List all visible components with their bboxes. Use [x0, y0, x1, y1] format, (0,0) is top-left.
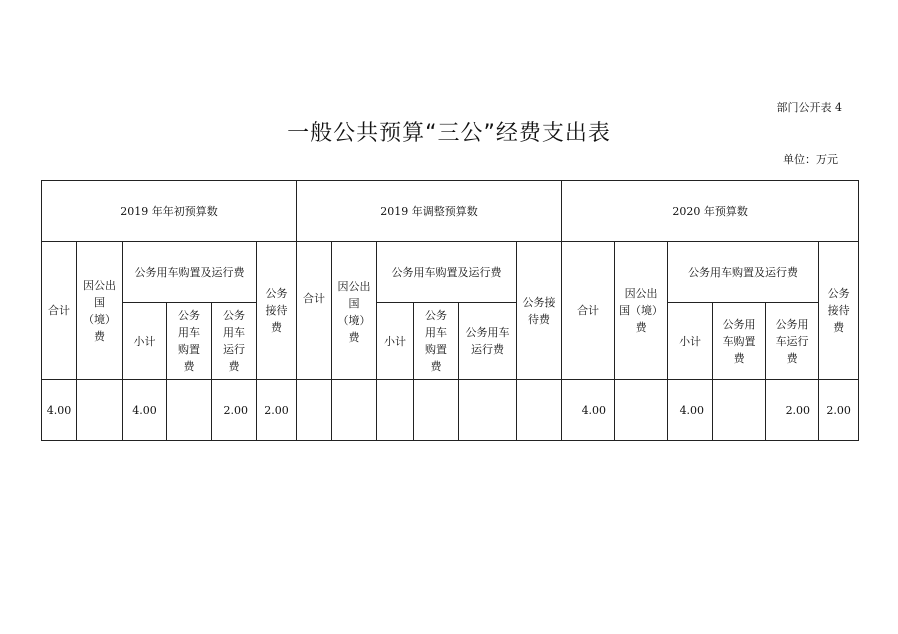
cell-subtotal: 4.00	[668, 380, 713, 441]
three-public-expenses-table	[41, 180, 859, 441]
cell-subtotal: 4.00	[123, 380, 167, 441]
cell-abroad	[332, 380, 377, 441]
year-header-row	[42, 181, 859, 242]
cell-vehicle-purchase	[713, 380, 766, 441]
header-vehicle-operation: 公务 用车 运行 费	[212, 303, 257, 380]
column-header-row-1	[42, 242, 859, 303]
header-abroad: 因公出 国（境） 费	[615, 242, 668, 380]
header-abroad: 因公出 国（境） 费	[77, 242, 123, 380]
header-reception: 公务 接待 费	[257, 242, 297, 380]
header-total: 合计	[42, 242, 77, 380]
cell-vehicle-operation: 2.00	[766, 380, 819, 441]
cell-abroad	[77, 380, 123, 441]
group-header-2019-adjusted: 2019 年调整预算数	[297, 181, 562, 242]
group-header-2020: 2020 年预算数	[562, 181, 859, 242]
header-vehicle-operation: 公务用车 运行费	[459, 303, 517, 380]
column-header-row-2	[42, 303, 859, 380]
cell-vehicle-operation	[459, 380, 517, 441]
header-vehicle-operation: 公务用 车运行 费	[766, 303, 819, 380]
cell-subtotal	[377, 380, 414, 441]
header-vehicle-group: 公务用车购置及运行费	[668, 242, 819, 303]
header-abroad: 因公出 国（境） 费	[332, 242, 377, 380]
header-subtotal: 小计	[668, 303, 713, 380]
table-number-label: 部门公开表 4	[776, 101, 842, 114]
header-vehicle-purchase: 公务 用车 购置 费	[167, 303, 212, 380]
page-title: 一般公共预算“三公”经费支出表	[287, 121, 611, 146]
table-row	[42, 380, 859, 441]
cell-vehicle-operation: 2.00	[212, 380, 257, 441]
header-vehicle-group: 公务用车购置及运行费	[377, 242, 517, 303]
cell-total: 4.00	[562, 380, 615, 441]
unit-label: 单位：万元	[783, 153, 838, 166]
cell-total: 4.00	[42, 380, 77, 441]
header-vehicle-purchase: 公务用 车购置 费	[713, 303, 766, 380]
cell-vehicle-purchase	[167, 380, 212, 441]
header-subtotal: 小计	[123, 303, 167, 380]
cell-vehicle-purchase	[414, 380, 459, 441]
header-reception: 公务接 待费	[517, 242, 562, 380]
header-vehicle-group: 公务用车购置及运行费	[123, 242, 257, 303]
cell-total	[297, 380, 332, 441]
cell-reception: 2.00	[819, 380, 859, 441]
header-vehicle-purchase: 公务 用车 购置 费	[414, 303, 459, 380]
header-subtotal: 小计	[377, 303, 414, 380]
cell-reception	[517, 380, 562, 441]
group-header-2019-initial: 2019 年年初预算数	[42, 181, 297, 242]
header-total: 合计	[297, 242, 332, 380]
header-total: 合计	[562, 242, 615, 380]
header-reception: 公务 接待 费	[819, 242, 859, 380]
cell-reception: 2.00	[257, 380, 297, 441]
cell-abroad	[615, 380, 668, 441]
